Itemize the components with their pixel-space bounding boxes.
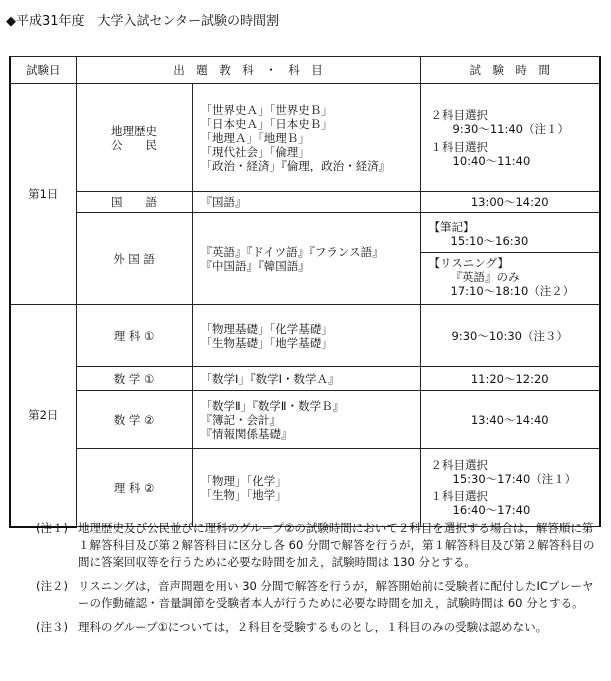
- subjects-gaikokugo: 『英語』『ドイツ語』『フランス語』 『中国語』『韓国語』: [192, 213, 420, 305]
- subjects-sugaku1: 「数学Ⅰ」『数学Ⅰ・数学Ａ』: [192, 367, 420, 391]
- subjects-kokugo: 『国語』: [192, 192, 420, 213]
- table-row: [10, 305, 600, 367]
- note-label: (注３): [36, 620, 68, 634]
- note-label: (注２): [36, 579, 68, 593]
- header-time: 試 験 時 間: [420, 57, 600, 84]
- subjects-chireki: 「世界史Ａ」「世界史Ｂ」 「日本史Ａ」「日本史Ｂ」 「地理Ａ」「地理Ｂ」 「現代社会」「倫理」 「政治・経済」『倫理，政治・経済』: [192, 84, 420, 192]
- note-text: 理科のグループ①については，２科目を受験するものとし，１科目のみの受験は認めない。: [78, 620, 548, 634]
- table-row: [10, 391, 600, 449]
- table-row: [10, 213, 600, 305]
- subjects-rika2: 「物理」「化学」 「生物」「地学」: [192, 449, 420, 527]
- category-gaikokugo: 外 国 語: [76, 213, 192, 305]
- time-rika2: ２科目選択 15:30～17:40（注１） １科目選択 16:40～17:40: [420, 449, 600, 527]
- table-row: [10, 192, 600, 213]
- time-chireki: ２科目選択 9:30～11:40（注１） １科目選択 10:40～11:40: [420, 84, 600, 192]
- category-rika1: 理 科 ①: [76, 305, 192, 367]
- note-1: [8, 520, 603, 571]
- time-rika1: 9:30～10:30（注３）: [420, 305, 600, 367]
- exam-schedule-table: [9, 56, 601, 528]
- subjects-sugaku2: 「数学Ⅱ」『数学Ⅱ・数学Ｂ』 『簿記・会計』 『情報関係基礎』: [192, 391, 420, 449]
- note-text: 地理歴史及び公民並びに理科のグループ②の試験時間において２科目を選択する場合は，解答順に第１解答科目及び第２解答科目に区分し各 60 分間で解答を行うが，第１解答科目及び第２解答科目の間に答案回収等を行うために必要な時間を加え，試験時間は 130 分とする。: [78, 521, 595, 569]
- day-label-2: 第2日: [10, 305, 76, 527]
- category-chireki: 地理歴史 公 民: [76, 84, 192, 192]
- note-3: [8, 619, 603, 636]
- table-row: [10, 449, 600, 527]
- header-day: 試験日: [10, 57, 76, 84]
- table-header-row: [10, 57, 600, 84]
- day-label-1: 第1日: [10, 84, 76, 305]
- note-2: [8, 578, 603, 612]
- notes-section: [8, 520, 603, 643]
- category-kokugo: 国 語: [76, 192, 192, 213]
- note-text: リスニングは，音声問題を用い 30 分間で解答を行うが，解答開始前に受験者に配付したICプレーヤーの作動確認・音量調節を受験者本人が行うために必要な時間を加え，試験時間は 60 分とする。: [78, 579, 594, 610]
- time-sugaku2: 13:40～14:40: [420, 391, 600, 449]
- time-sugaku1: 11:20～12:20: [420, 367, 600, 391]
- time-kokugo: 13:00～14:20: [420, 192, 600, 213]
- subjects-rika1: 「物理基礎」「化学基礎」 「生物基礎」「地学基礎」: [192, 305, 420, 367]
- note-label: (注１): [36, 521, 68, 535]
- page-title: ◆平成31年度 大学入試センター試験の時間割: [6, 14, 280, 29]
- category-sugaku1: 数 学 ①: [76, 367, 192, 391]
- header-subjects: 出 題 教 科 ・ 科 目: [76, 57, 420, 84]
- category-sugaku2: 数 学 ②: [76, 391, 192, 449]
- table-row: [10, 84, 600, 192]
- table-row: [10, 367, 600, 391]
- category-rika2: 理 科 ②: [76, 449, 192, 527]
- time-gaikokugo: 【筆記】 15:10～16:30 【リスニング】 『英語』のみ 17:10～18:10（注２）: [420, 213, 600, 305]
